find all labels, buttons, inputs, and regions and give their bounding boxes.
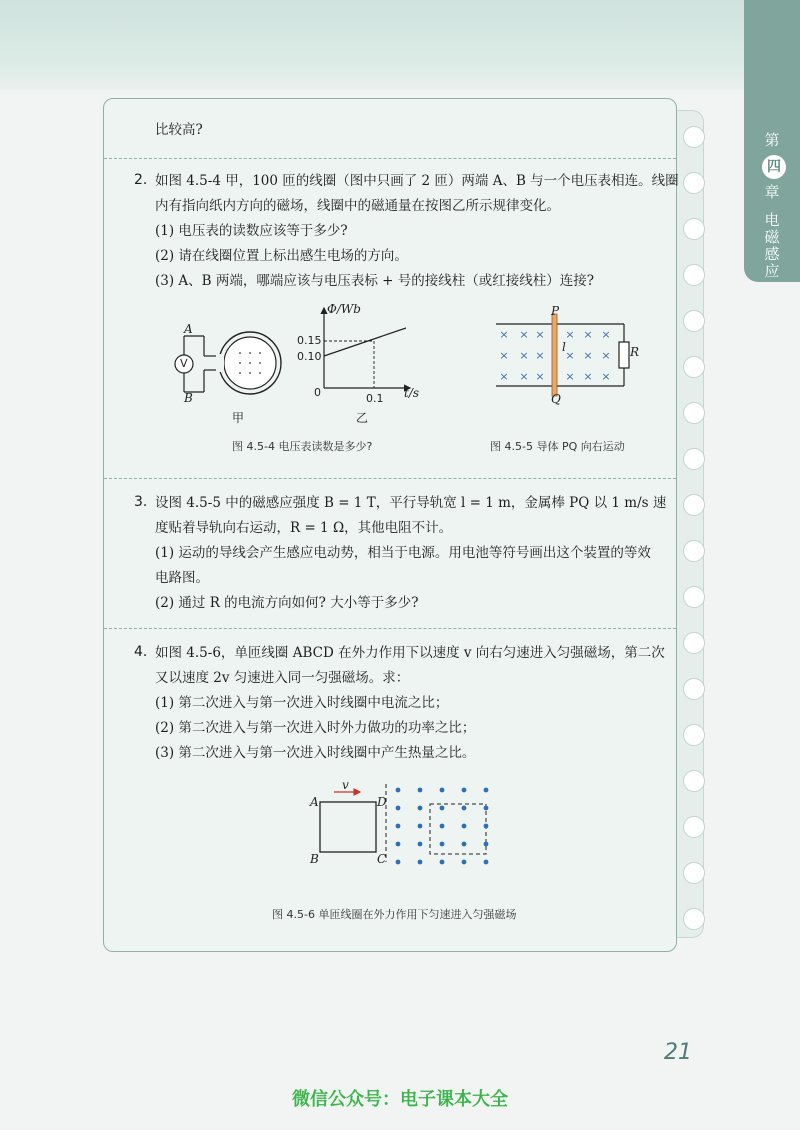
binder-ring (683, 816, 705, 838)
chapter-title-4: 应 (764, 262, 780, 280)
binder-ring (683, 172, 705, 194)
fig4-sub-b: 乙 (356, 411, 369, 425)
chapter-title-1: 电 (764, 211, 780, 229)
binder-ring (683, 218, 705, 240)
field-dot-mark (462, 806, 467, 811)
q2-line1: 如图 4.5-4 甲，100 匝的线圈（图中只画了 2 匝）两端 A、B 与一个电压表相连。线圈 (155, 173, 679, 189)
fig6-label-c: C (377, 852, 387, 866)
flux-x-tick-01: 0.1 (366, 392, 384, 405)
flux-x-label: t/s (404, 386, 420, 400)
q3-item1: (1) 运动的导线会产生感应电动势，相当于电源。用电池等符号画出这个装置的等效 (155, 545, 651, 561)
binder-ring (683, 310, 705, 332)
binder-ring (683, 908, 705, 930)
field-cross-mark: × (499, 370, 509, 383)
field-cross-mark: × (535, 370, 545, 383)
binder-ring (683, 724, 705, 746)
caption-fig-4-5-5: 图 4.5-5 导体 PQ 向右运动 (490, 440, 625, 453)
q2-number: 2. (134, 172, 148, 188)
footer-watermark-text: 微信公众号：电子课本大全 (292, 1089, 508, 1110)
binder-ring (683, 862, 705, 884)
field-cross-mark: × (499, 349, 509, 362)
continued-text: 比较高? (155, 122, 203, 138)
field-dot-mark (484, 824, 489, 829)
field-cross-mark: × (565, 328, 575, 341)
field-cross-mark: × (583, 349, 593, 362)
caption-fig-4-5-4: 图 4.5-4 电压表读数是多少? (232, 440, 373, 453)
caption-fig-4-5-6: 图 4.5-6 单匝线圈在外力作用下匀速进入匀强磁场 (272, 908, 517, 921)
field-dot-mark (462, 860, 467, 865)
q4-item2: (2) 第二次进入与第一次进入时外力做功的功率之比； (155, 720, 476, 736)
field-cross-mark: × (519, 370, 529, 383)
fig6-label-v: v (342, 778, 349, 792)
q2-item2: (2) 请在线圈位置上标出感生电场的方向。 (155, 248, 408, 264)
field-dot-mark (418, 860, 423, 865)
field-dot-mark (396, 824, 401, 829)
field-dot-mark (440, 824, 445, 829)
chapter-title-3: 感 (764, 245, 780, 263)
binder-ring (683, 402, 705, 424)
field-dot-mark (462, 824, 467, 829)
q3-number: 3. (134, 494, 148, 510)
fig5-label-q: Q (551, 392, 561, 406)
field-dot-mark (484, 788, 489, 793)
figure-loop-entering-field (300, 780, 500, 870)
field-cross-mark: × (519, 349, 529, 362)
chapter-tab[interactable] (744, 0, 800, 282)
field-cross-mark: × (601, 328, 611, 341)
voltmeter-label: V (180, 357, 188, 370)
binder-ring (683, 678, 705, 700)
q2-line2: 内有指向纸内方向的磁场，线圈中的磁通量在按图乙所示规律变化。 (155, 198, 560, 214)
fig6-label-d: D (377, 795, 387, 809)
field-cross-mark: × (583, 370, 593, 383)
top-band (0, 0, 800, 90)
field-cross-mark: × (565, 370, 575, 383)
fig4-sub-a: 甲 (232, 411, 245, 425)
field-dot-mark (418, 806, 423, 811)
field-dot-mark (396, 842, 401, 847)
field-cross-mark: × (583, 328, 593, 341)
field-dot-mark (440, 788, 445, 793)
flux-y-tick-015: 0.15 (297, 334, 322, 347)
chapter-tab-mid: 章 (764, 183, 780, 201)
binder-ring (683, 356, 705, 378)
separator-3 (104, 628, 676, 629)
q3-item1b: 电路图。 (155, 570, 209, 586)
q4-line2: 又以速度 2v 匀速进入同一匀强磁场。求： (155, 670, 410, 686)
chapter-tab-top: 第 (764, 131, 780, 149)
fig6-label-b: B (310, 852, 319, 866)
field-dot-mark (396, 788, 401, 793)
binder-ring (683, 264, 705, 286)
binder-ring (683, 770, 705, 792)
q4-number: 4. (134, 644, 148, 660)
figure-coil-voltmeter (160, 320, 280, 410)
binder-ring (683, 632, 705, 654)
binder-ring (683, 540, 705, 562)
fig4-label-a: A (184, 322, 193, 336)
field-dot-mark (462, 842, 467, 847)
q2-item1: (1) 电压表的读数应该等于多少? (155, 223, 348, 239)
fig5-label-r: R (630, 345, 640, 359)
field-dot-mark (484, 860, 489, 865)
fig4-label-b: B (184, 391, 193, 405)
separator-2 (104, 478, 676, 479)
field-dot-mark (484, 806, 489, 811)
fig5-label-l: l (562, 340, 566, 354)
flux-y-tick-010: 0.10 (297, 350, 322, 363)
fig5-label-p: P (551, 304, 560, 318)
q3-item2: (2) 通过 R 的电流方向如何? 大小等于多少? (155, 595, 419, 611)
field-dot-mark (396, 806, 401, 811)
q3-line1: 设图 4.5-5 中的磁感应强度 B = 1 T，平行导轨宽 l = 1 m，金属棒 PQ 以 1 m/s 速 (155, 495, 667, 511)
field-cross-mark: × (519, 328, 529, 341)
field-cross-mark: × (601, 370, 611, 383)
flux-y-label: Φ/Wb (327, 302, 361, 316)
q4-line1: 如图 4.5-6，单匝线圈 ABCD 在外力作用下以速度 v 向右匀速进入匀强磁场，第二次 (155, 645, 665, 661)
binder-ring (683, 448, 705, 470)
field-cross-mark: × (565, 349, 575, 362)
binder-ring (683, 586, 705, 608)
field-dot-mark (418, 842, 423, 847)
q4-item1: (1) 第二次进入与第一次进入时线圈中电流之比； (155, 695, 449, 711)
field-cross-mark: × (535, 328, 545, 341)
field-cross-mark: × (601, 349, 611, 362)
separator-1 (104, 158, 676, 159)
field-dot-mark (440, 806, 445, 811)
field-dot-mark (440, 842, 445, 847)
field-cross-mark: × (535, 349, 545, 362)
field-dot-mark (418, 824, 423, 829)
chapter-number-badge: 四 (762, 155, 786, 179)
field-dot-mark (440, 860, 445, 865)
field-dot-mark (418, 788, 423, 793)
q2-item3: (3) A、B 两端，哪端应该与电压表标 + 号的接线柱（或红接线柱）连接? (155, 273, 595, 289)
q3-line2: 度贴着导轨向右运动，R = 1 Ω，其他电阻不计。 (155, 520, 453, 536)
field-dot-mark (396, 860, 401, 865)
chapter-title-2: 磁 (764, 228, 780, 246)
binder-ring (683, 126, 705, 148)
field-dot-mark (484, 842, 489, 847)
fig6-label-a: A (310, 795, 319, 809)
binder-ring (683, 494, 705, 516)
figure-rails-conductor (480, 310, 640, 400)
field-cross-mark: × (499, 328, 509, 341)
field-dot-mark (462, 788, 467, 793)
page-number: 21 (664, 1040, 692, 1065)
q4-item3: (3) 第二次进入与第一次进入时线圈中产生热量之比。 (155, 745, 476, 761)
flux-origin: 0 (314, 386, 321, 399)
